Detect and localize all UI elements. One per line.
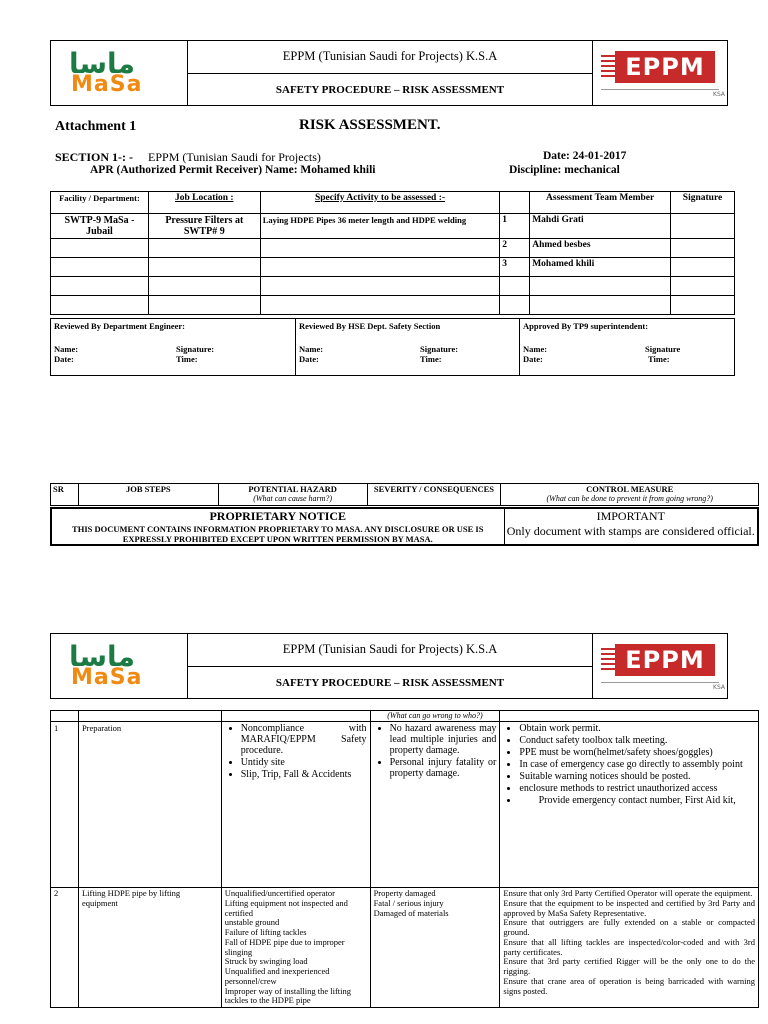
row-no: 1 <box>51 722 79 888</box>
team-name: Mahdi Grati <box>530 214 671 239</box>
location-value: Pressure Filters at SWTP# 9 <box>148 214 260 239</box>
review-block <box>50 318 735 376</box>
row-severity: • No hazard awareness may lead multiple injuries and property damage. • Personal injury fatality or property damage. <box>370 722 500 888</box>
eppm-logo <box>593 41 727 105</box>
table-row <box>51 296 735 315</box>
team-name: Ahmed besbes <box>530 239 671 258</box>
page2-header <box>50 633 728 699</box>
eppm-logo <box>593 634 727 698</box>
row-step: Preparation <box>78 722 221 888</box>
risk-table <box>50 710 759 1008</box>
assessment-table <box>50 191 735 315</box>
page1-header <box>50 40 728 106</box>
eppm-logo-sub: KSA <box>713 684 725 691</box>
row-controls: Ensure that only 3rd Party Certified Operator will operate the equipment. Ensure that the equipment to be inspected and certified by 3rd Party and approved by MaSa Safety Representative. Ensure that outriggers are fully extended on a stable or compacted ground. Ensure that all lifting tackles are inspected/color-coded and with 3rd party certificates. Ensure that 3rd party certified Rigger will be the only one to do the rigging. Ensure that crane area of operation is being barricaded with warning signs posted. <box>500 888 759 1008</box>
eppm-logo-text: EPPM <box>615 51 715 83</box>
section-line <box>55 150 321 165</box>
masa-logo-arabic: ماسا <box>69 640 135 673</box>
row-no: 2 <box>51 888 79 1008</box>
col-location: Job Location : <box>148 192 260 214</box>
row-severity: Property damaged Fatal / serious injury Damaged of materials <box>370 888 500 1008</box>
document-subtitle: SAFETY PROCEDURE – RISK ASSESSMENT <box>275 84 505 96</box>
document-subtitle: SAFETY PROCEDURE – RISK ASSESSMENT <box>275 677 505 689</box>
masa-logo <box>51 634 188 698</box>
eppm-logo-text: EPPM <box>615 644 715 676</box>
table-row <box>51 258 735 277</box>
team-name: Mohamed khili <box>530 258 671 277</box>
review-tp9: Approved By TP9 superintendent: Name: Date: Signature Time: <box>523 321 681 364</box>
col-facility: Facility / Department: <box>51 192 149 214</box>
team-no: 3 <box>500 258 530 277</box>
company-name: EPPM (Tunisian Saudi for Projects) K.S.A <box>188 41 592 74</box>
facility-value: SWTP-9 MaSa - Jubail <box>51 214 149 239</box>
review-dept: Reviewed By Department Engineer: Name: Date: Signature: Time: <box>51 319 296 375</box>
notice-table <box>50 507 759 546</box>
col-activity: Specify Activity to be assessed :- <box>260 192 500 214</box>
masa-logo <box>51 41 188 105</box>
masa-logo-text: MaSa <box>71 665 143 690</box>
table-row <box>51 722 759 888</box>
col-control: CONTROL MEASURE (What can be done to prevent it from going wrong?) <box>501 484 759 506</box>
proprietary-notice: PROPRIETARY NOTICE THIS DOCUMENT CONTAINS INFORMATION PROPRIETARY TO MASA. ANY DISCLOSURE OR USE IS EXPRESSLY PROHIBITED EXCEPT UPON WRITTEN PERMISSION BY MASA. <box>51 508 504 545</box>
row-hazards: • Noncompliance with MARAFIQ/EPPM Safety procedure. • Untidy site • Slip, Trip, Fall & Accidents <box>221 722 370 888</box>
section-label: SECTION 1-: - <box>55 150 134 164</box>
col-hazard: POTENTIAL HAZARD (What can cause harm?) <box>218 484 367 506</box>
section-value: EPPM (Tunisian Saudi for Projects) <box>148 150 321 164</box>
attachment-label: Attachment 1 <box>55 119 137 134</box>
col-no <box>500 192 530 214</box>
col-job-steps: JOB STEPS <box>78 484 218 506</box>
eppm-logo-sub: KSA <box>713 91 725 98</box>
table-row <box>51 277 735 296</box>
hazard-header-table <box>50 483 759 506</box>
table-row <box>51 214 735 239</box>
company-name: EPPM (Tunisian Saudi for Projects) K.S.A <box>188 634 592 667</box>
team-no: 2 <box>500 239 530 258</box>
row-controls: • Obtain work permit. • Conduct safety toolbox talk meeting. • PPE must be worn(helmet/safety shoes/goggles) • In case of emergency case go directly to assembly point • Suitable warning notices should be posted. • enclosure methods to restrict unauthorized access • Provide emergency contact number, First Aid kit, <box>500 722 759 888</box>
page-title: RISK ASSESSMENT. <box>299 117 441 133</box>
masa-logo-text: MaSa <box>71 72 143 97</box>
table-row <box>51 239 735 258</box>
discipline-field: Discipline: mechanical <box>509 164 620 176</box>
review-hse: Reviewed By HSE Dept. Safety Section Name: Date: Signature: Time: <box>296 319 520 375</box>
activity-value: Laying HDPE Pipes 36 meter length and HDPE welding <box>260 214 500 239</box>
important-notice: IMPORTANT Only document with stamps are considered official. <box>504 508 758 545</box>
apr-name: APR (Authorized Permit Receiver) Name: Mohamed khili <box>90 164 376 176</box>
table-row <box>51 888 759 1008</box>
col-severity: SEVERITY / CONSEQUENCES <box>367 484 501 506</box>
col-team: Assessment Team Member <box>530 192 671 214</box>
masa-logo-arabic: ماسا <box>69 47 135 80</box>
date-field: Date: 24-01-2017 <box>543 150 627 162</box>
severity-subheader: (What can go wrong to who?) <box>370 711 500 722</box>
col-signature: Signature <box>671 192 735 214</box>
col-sr: SR <box>51 484 79 506</box>
row-hazards: Unqualified/uncertified operator Lifting equipment not inspected and certified unstable ground Failure of lifting tackles Fall of HDPE pipe due to improper slinging Struck by swinging load Unqualified and inexperienced personnel/crew Improper way of installing the lifting tackles to the HDPE pipe <box>221 888 370 1008</box>
team-no: 1 <box>500 214 530 239</box>
row-step: Lifting HDPE pipe by lifting equipment <box>78 888 221 1008</box>
